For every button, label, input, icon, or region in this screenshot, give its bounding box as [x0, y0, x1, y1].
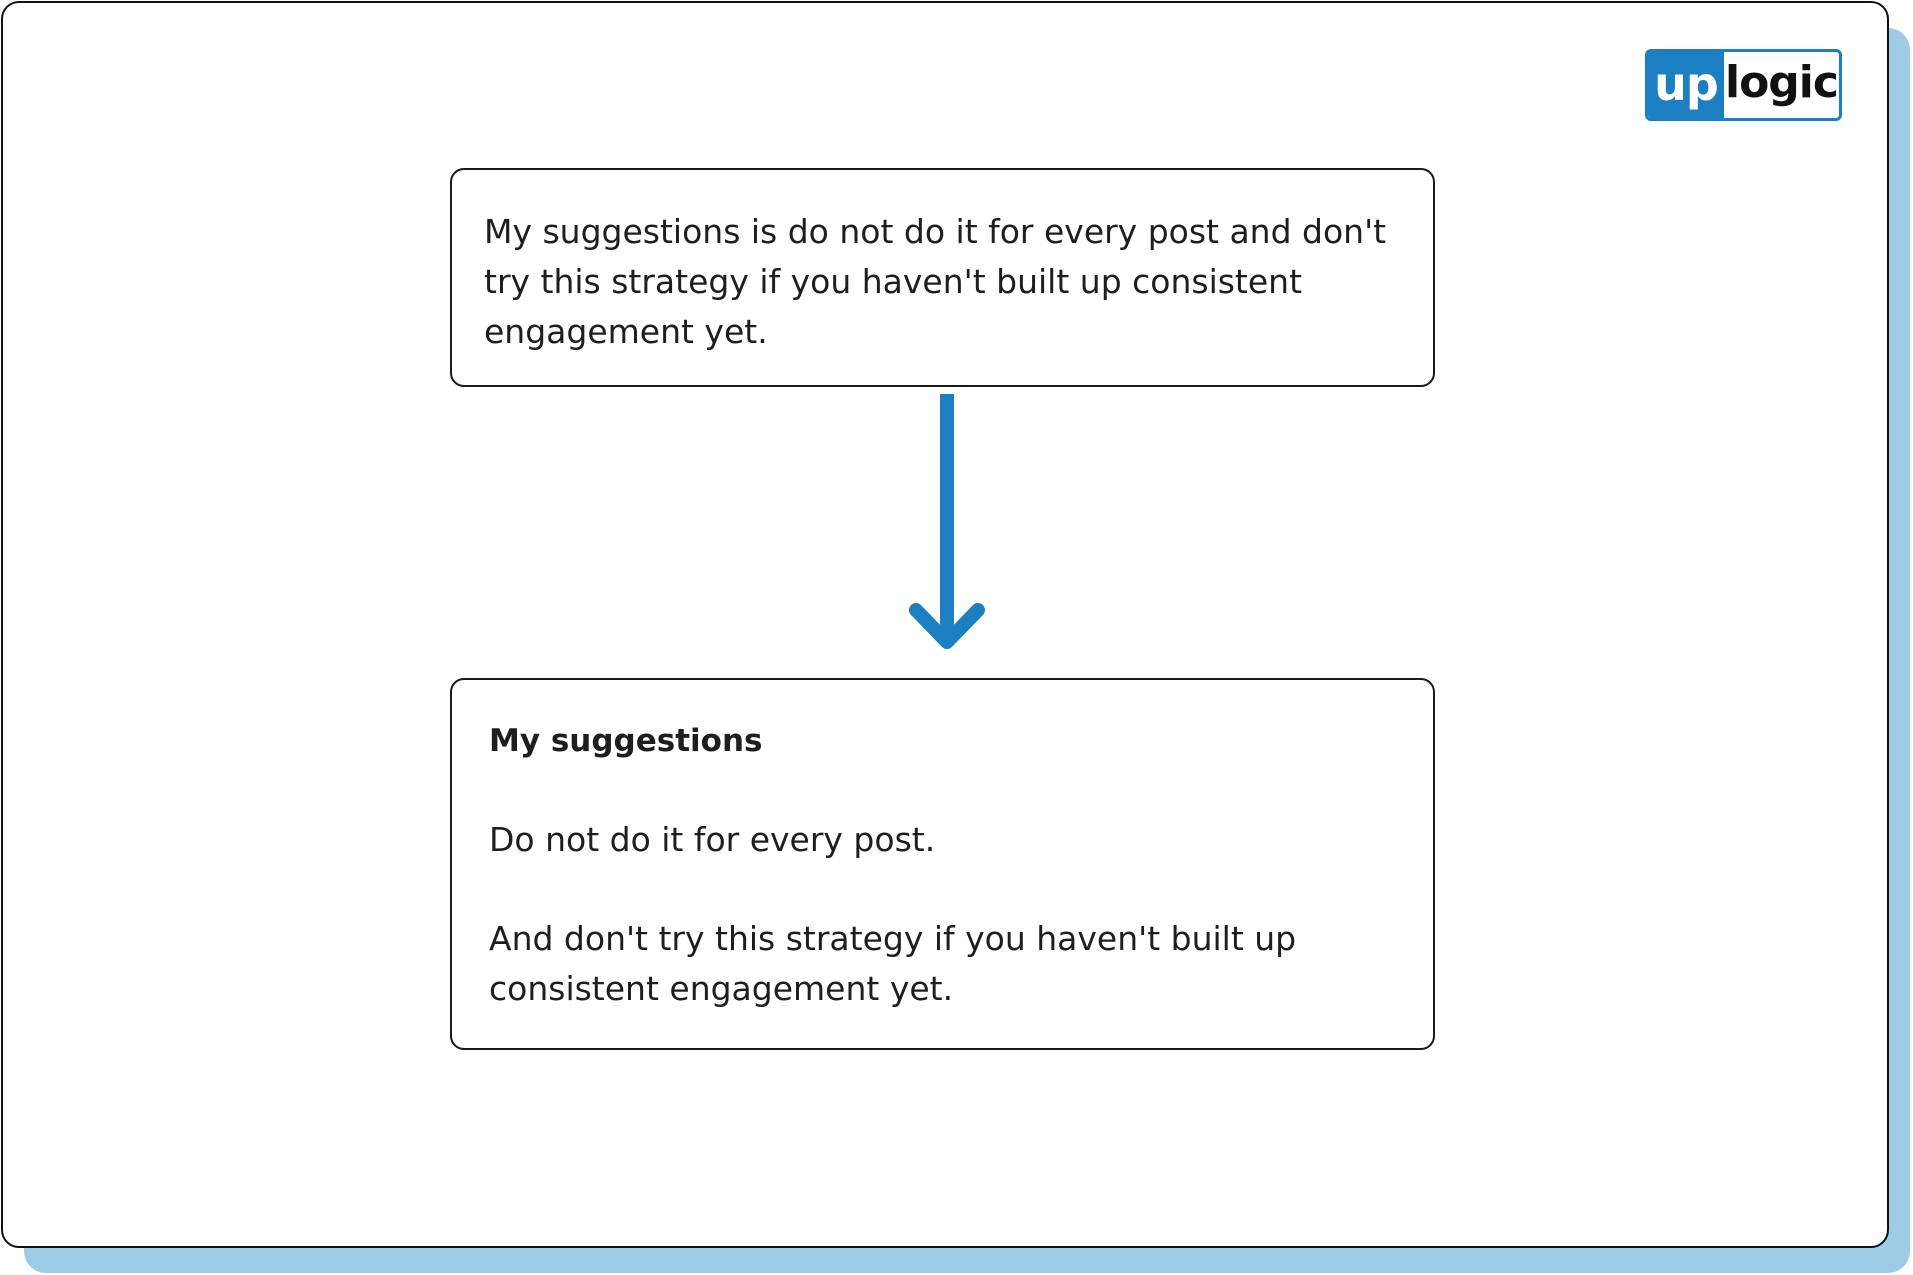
after-paragraph-1: Do not do it for every post. [489, 820, 936, 859]
after-paragraph-2: And don't try this strategy if you haven't built up consistent engagement yet. [489, 919, 1297, 1008]
arrow-down-icon [900, 392, 994, 654]
uplogic-logo [1645, 49, 1842, 121]
logo-part-up: up [1648, 52, 1724, 118]
before-text: My suggestions is do not do it for every post and don't try this strategy if you haven't built up consistent engagement yet. [484, 212, 1387, 351]
after-heading: My suggestions [489, 723, 763, 759]
before-text-box [450, 168, 1435, 387]
logo-part-logic: logic [1725, 57, 1838, 108]
after-text-box [450, 678, 1435, 1050]
